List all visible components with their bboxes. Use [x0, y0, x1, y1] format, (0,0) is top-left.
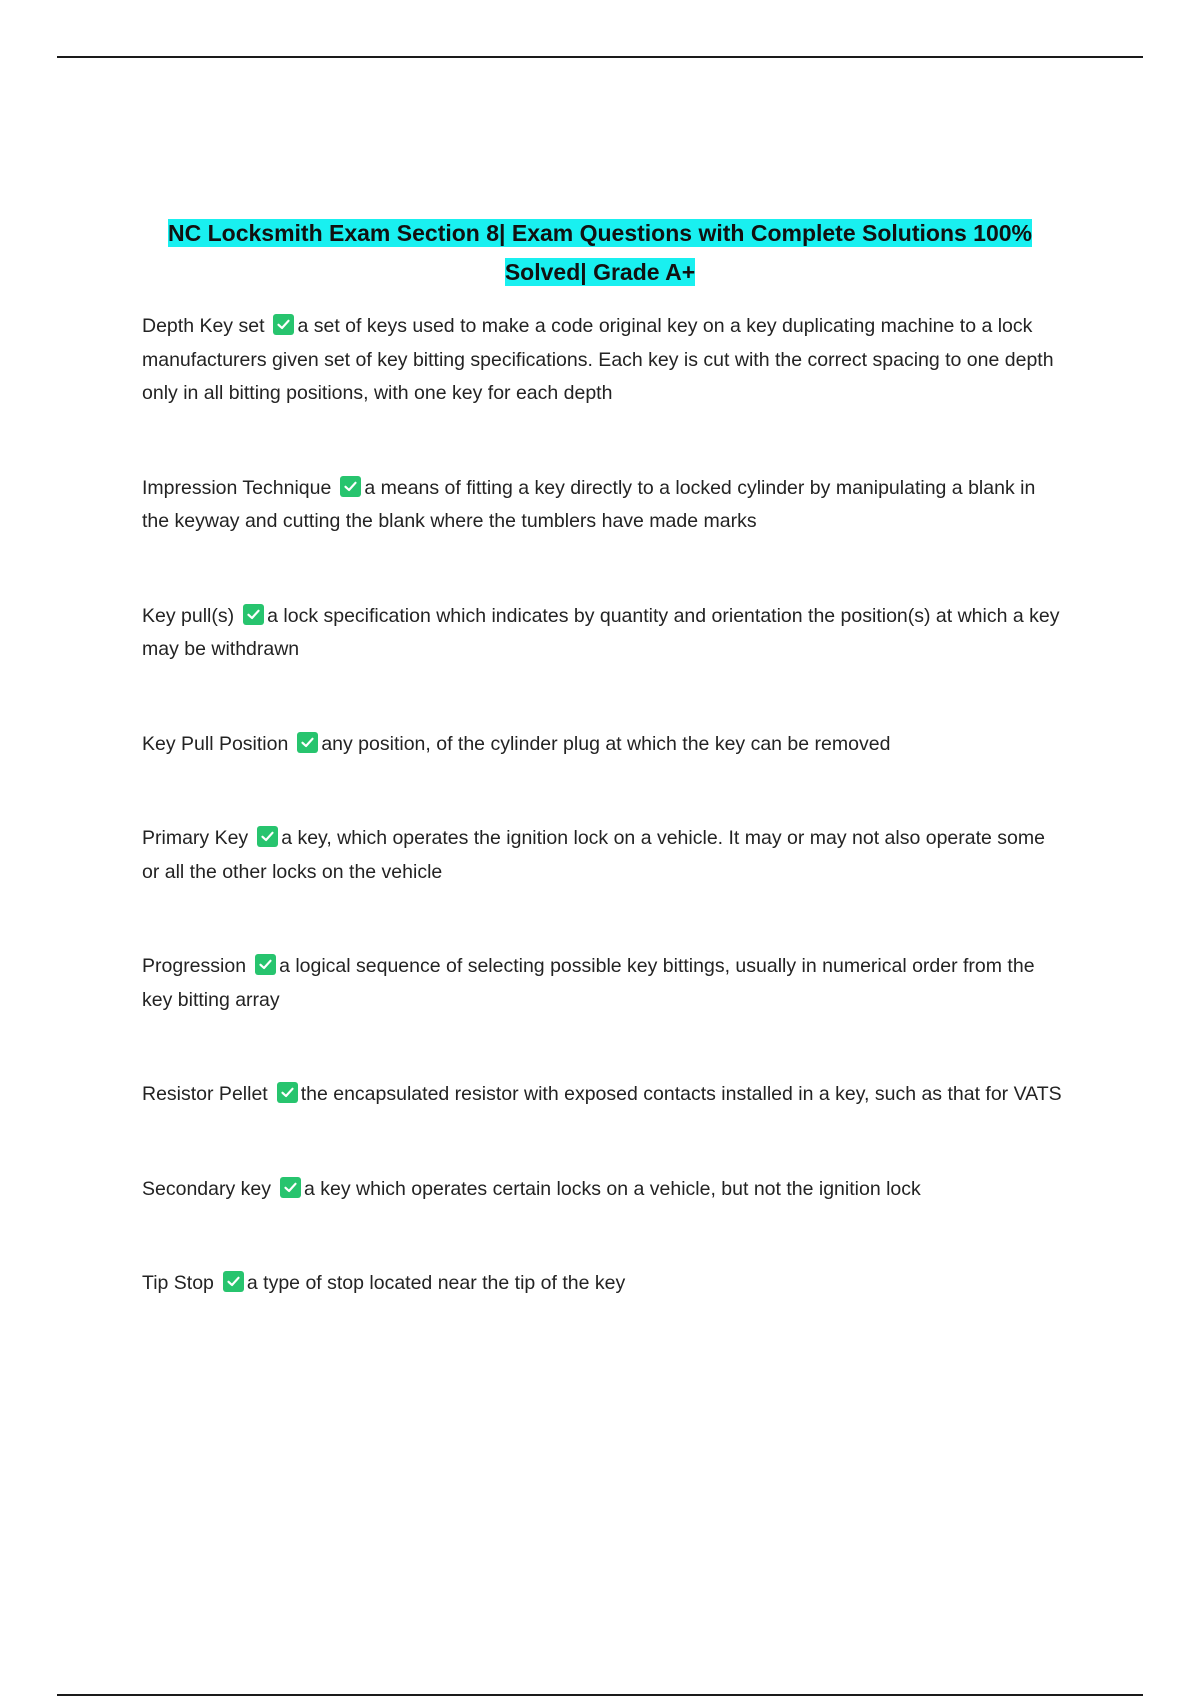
header-rule [57, 56, 1143, 58]
entry-definition: a set of keys used to make a code original key on a key duplicating machine to a lock manufacturers given set of key bitting specifications. Each key is cut with the correct spacing to one depth only in all bitting positions, with one key for each depth [142, 315, 1054, 404]
entry-term: Secondary key [142, 1177, 271, 1200]
qa-list [142, 310, 1062, 1301]
entry-definition: any position, of the cylinder plug at which the key can be removed [321, 732, 891, 755]
check-mark-icon [273, 314, 294, 335]
check-mark-icon [340, 476, 361, 497]
entry-definition: a key, which operates the ignition lock on a vehicle. It may or may not also operate some or all the other locks on the vehicle [142, 827, 1045, 883]
entry-definition: a lock specification which indicates by quantity and orientation the position(s) at which a key may be withdrawn [142, 604, 1060, 660]
check-mark-icon [255, 954, 276, 975]
check-mark-icon [257, 826, 278, 847]
title-line-1: NC Locksmith Exam Section 8| Exam Questions with Complete Solutions 100% [167, 220, 1033, 246]
qa-entry [142, 1078, 1062, 1112]
entry-term: Progression [142, 955, 247, 977]
entry-definition: the encapsulated resistor with exposed contacts installed in a key, such as that for VATS [300, 1083, 1062, 1105]
qa-entry [142, 472, 1062, 539]
title-line-2: Solved| Grade A+ [504, 259, 696, 285]
qa-entry [142, 1173, 1062, 1207]
qa-entry [142, 600, 1062, 667]
entry-term: Primary Key [142, 827, 249, 849]
qa-entry [142, 310, 1062, 411]
check-mark-icon [277, 1082, 298, 1103]
entry-definition: a logical sequence of selecting possible key bittings, usually in numerical order from the key bitting array [142, 955, 1035, 1011]
entry-term: Impression Technique [142, 476, 332, 499]
entry-term: Tip Stop [142, 1272, 214, 1294]
entry-term: Key Pull Position [142, 732, 289, 755]
qa-entry [142, 950, 1062, 1017]
entry-term: Resistor Pellet [142, 1083, 268, 1105]
check-mark-icon [280, 1177, 301, 1198]
entry-term: Key pull(s) [142, 604, 235, 627]
footer-rule [57, 1694, 1143, 1696]
entry-definition: a key which operates certain locks on a vehicle, but not the ignition lock [304, 1177, 921, 1200]
qa-entry [142, 1267, 1062, 1301]
qa-entry [142, 728, 1062, 762]
entry-term: Depth Key set [142, 315, 265, 337]
check-mark-icon [243, 604, 264, 625]
qa-entry [142, 822, 1062, 889]
document-title [150, 214, 1050, 292]
entry-definition: a means of fitting a key directly to a locked cylinder by manipulating a blank in the keyway and cutting the blank where the tumblers have made marks [142, 476, 1036, 532]
entry-definition: a type of stop located near the tip of the key [246, 1272, 626, 1294]
check-mark-icon [297, 732, 318, 753]
check-mark-icon [223, 1271, 244, 1292]
